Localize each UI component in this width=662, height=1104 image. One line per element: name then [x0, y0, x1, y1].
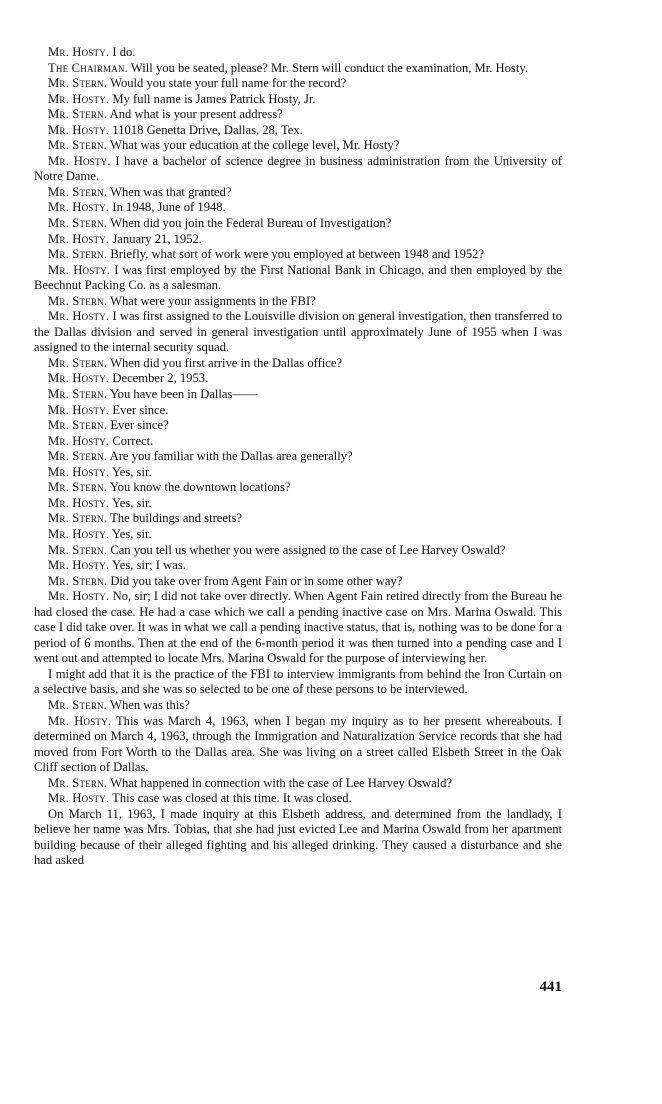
statement-text: Can you tell us whether you were assigned to the case of Lee Harvey Oswald? — [110, 542, 506, 557]
testimony-paragraph — [34, 558, 562, 574]
testimony-paragraph — [34, 232, 562, 248]
statement-text: And what is your present address? — [109, 107, 283, 122]
speaker-label: Mr. Hosty. — [48, 309, 110, 324]
testimony-paragraph — [34, 480, 562, 496]
testimony-paragraph — [34, 543, 562, 559]
speaker-label: Mr. Hosty. — [48, 122, 110, 137]
testimony-continuation — [34, 807, 562, 869]
testimony-paragraph — [34, 216, 562, 232]
speaker-label: Mr. Hosty. — [48, 589, 110, 604]
testimony-paragraph — [34, 154, 562, 185]
speaker-label: Mr. Stern. — [48, 775, 108, 790]
testimony-paragraph — [34, 45, 562, 61]
statement-text: My full name is James Patrick Hosty, Jr. — [112, 91, 316, 106]
speaker-label: Mr. Stern. — [48, 511, 108, 526]
statement-text: When was this? — [110, 697, 190, 712]
speaker-label: Mr. Stern. — [48, 355, 108, 370]
speaker-label: Mr. Stern. — [48, 418, 108, 433]
statement-text: You have been in Dallas—— — [109, 387, 258, 402]
testimony-paragraph — [34, 449, 562, 465]
statement-text: Yes, sir; I was. — [111, 558, 186, 573]
statement-text: I was first employed by the First National Bank in Chicago, and then employed by the Beechnut Packing Co. as a salesman. — [34, 262, 562, 293]
statement-text: I might add that it is the practice of the FBI to interview immigrants from behind the Iron Curtain on a selective basis, and she was so selected to be one of these persons to be interviewed. — [34, 666, 562, 697]
testimony-paragraph — [34, 791, 562, 807]
statement-text: December 2, 1953. — [112, 371, 209, 386]
testimony-paragraph — [34, 527, 562, 543]
statement-text: Would you state your full name for the record? — [110, 76, 347, 91]
testimony-paragraph — [34, 403, 562, 419]
statement-text: January 21, 1952. — [112, 231, 202, 246]
statement-text: Ever since? — [110, 418, 169, 433]
speaker-label: Mr. Hosty. — [48, 526, 110, 541]
speaker-label: Mr. Stern. — [48, 76, 108, 91]
statement-text: What was your education at the college level, Mr. Hosty? — [110, 138, 400, 153]
speaker-label: Mr. Stern. — [48, 138, 108, 153]
testimony-transcript — [34, 45, 562, 869]
statement-text: No, sir; I did not take over directly. When Agent Fain retired directly from the Bureau he had closed the case. He had a case which we call a pending inactive case on Mrs. Marina Oswald. This case I did take over. It was in what we call a pending inactive status, that is, nothing was to be done for a period of 6 months. Then at the end of the 6-month period it was then turned into a pending case and I went out and attempted to locate Mrs. Marina Oswald for the purpose of interviewing her. — [34, 589, 562, 666]
speaker-label: Mr. Hosty. — [48, 713, 112, 728]
speaker-label: Mr. Hosty. — [48, 791, 110, 806]
statement-text: When did you join the Federal Bureau of Investigation? — [110, 216, 392, 231]
testimony-continuation — [34, 667, 562, 698]
speaker-label: Mr. Hosty. — [48, 402, 110, 417]
testimony-paragraph — [34, 309, 562, 356]
speaker-label: Mr. Hosty. — [48, 262, 111, 277]
testimony-paragraph — [34, 200, 562, 216]
testimony-paragraph — [34, 61, 562, 77]
speaker-label: Mr. Hosty. — [48, 200, 110, 215]
speaker-label: Mr. Hosty. — [48, 153, 111, 168]
testimony-paragraph — [34, 92, 562, 108]
speaker-label: Mr. Hosty. — [48, 45, 110, 59]
speaker-label: Mr. Hosty. — [48, 231, 110, 246]
testimony-paragraph — [34, 107, 562, 123]
testimony-paragraph — [34, 574, 562, 590]
statement-text: Correct. — [112, 433, 154, 448]
speaker-label: Mr. Stern. — [48, 697, 108, 712]
page-number: 441 — [539, 979, 562, 995]
statement-text: I was first assigned to the Louisville division on general investigation, then transferred to the Dallas division and served in general investigation until approximately June of 1955 when I was assigned to the internal security squad. — [34, 309, 562, 355]
testimony-paragraph — [34, 589, 562, 667]
statement-text: This was March 4, 1963, when I began my inquiry as to her present whereabouts. I determined on March 4, 1963, through the Immigration and Naturalization Service records that she had moved from Fort Worth to the Dallas area. She was living on a street called Elsbeth Street in the Oak Cliff section of Dallas. — [34, 713, 562, 775]
statement-text: Yes, sir. — [111, 526, 152, 541]
testimony-paragraph — [34, 776, 562, 792]
speaker-label: Mr. Stern. — [48, 542, 108, 557]
statement-text: What happened in connection with the case of Lee Harvey Oswald? — [110, 775, 453, 790]
testimony-paragraph — [34, 434, 562, 450]
testimony-paragraph — [34, 76, 562, 92]
speaker-label: Mr. Stern. — [48, 184, 108, 199]
testimony-paragraph — [34, 418, 562, 434]
testimony-paragraph — [34, 387, 562, 403]
testimony-paragraph — [34, 356, 562, 372]
testimony-paragraph — [34, 247, 562, 263]
testimony-paragraph — [34, 511, 562, 527]
statement-text: When did you first arrive in the Dallas office? — [110, 355, 343, 370]
speaker-label: Mr. Stern. — [48, 293, 108, 308]
statement-text: What were your assignments in the FBI? — [110, 293, 316, 308]
statement-text: On March 11, 1963, I made inquiry at this Elsbeth address, and determined from the landlady, I believe her name was Mrs. Tobias, that she had just evicted Lee and Marina Oswald from her apartment building because of their alleged fighting and his alleged drinking. They caused a disturbance and she had asked — [34, 806, 562, 868]
speaker-label: The Chairman. — [48, 60, 128, 75]
speaker-label: Mr. Hosty. — [48, 495, 110, 510]
speaker-label: Mr. Stern. — [48, 247, 108, 262]
speaker-label: Mr. Hosty. — [48, 91, 110, 106]
statement-text: Yes, sir. — [111, 495, 152, 510]
speaker-label: Mr. Hosty. — [48, 558, 110, 573]
testimony-paragraph — [34, 371, 562, 387]
testimony-paragraph — [34, 698, 562, 714]
testimony-paragraph — [34, 185, 562, 201]
statement-text: Yes, sir. — [111, 464, 152, 479]
speaker-label: Mr. Hosty. — [48, 464, 110, 479]
statement-text: When was that granted? — [110, 184, 232, 199]
speaker-label: Mr. Stern. — [48, 107, 108, 122]
testimony-paragraph — [34, 714, 562, 776]
speaker-label: Mr. Stern. — [48, 216, 108, 231]
statement-text: 11018 Genetta Drive, Dallas, 28, Tex. — [112, 122, 303, 137]
speaker-label: Mr. Hosty. — [48, 433, 110, 448]
testimony-paragraph — [34, 294, 562, 310]
statement-text: This case was closed at this time. It was closed. — [112, 791, 352, 806]
testimony-paragraph — [34, 496, 562, 512]
testimony-paragraph — [34, 123, 562, 139]
statement-text: I have a bachelor of science degree in business administration from the University of Notre Dame. — [34, 153, 562, 184]
statement-text: Ever since. — [112, 402, 169, 417]
speaker-label: Mr. Stern. — [48, 480, 108, 495]
speaker-label: Mr. Stern. — [48, 573, 108, 588]
testimony-paragraph — [34, 138, 562, 154]
speaker-label: Mr. Stern. — [48, 387, 108, 402]
statement-text: Did you take over from Agent Fain or in some other way? — [110, 573, 403, 588]
statement-text: Will you be seated, please? Mr. Stern will conduct the examination, Mr. Hosty. — [130, 60, 528, 75]
speaker-label: Mr. Stern. — [48, 449, 108, 464]
statement-text: Briefly, what sort of work were you employed at between 1948 and 1952? — [110, 247, 485, 262]
testimony-paragraph — [34, 263, 562, 294]
statement-text: The buildings and streets? — [110, 511, 242, 526]
speaker-label: Mr. Hosty. — [48, 371, 110, 386]
statement-text: I do. — [112, 45, 136, 59]
statement-text: Are you familiar with the Dallas area generally? — [109, 449, 353, 464]
statement-text: In 1948, June of 1948. — [112, 200, 226, 215]
statement-text: You know the downtown locations? — [109, 480, 291, 495]
testimony-paragraph — [34, 465, 562, 481]
